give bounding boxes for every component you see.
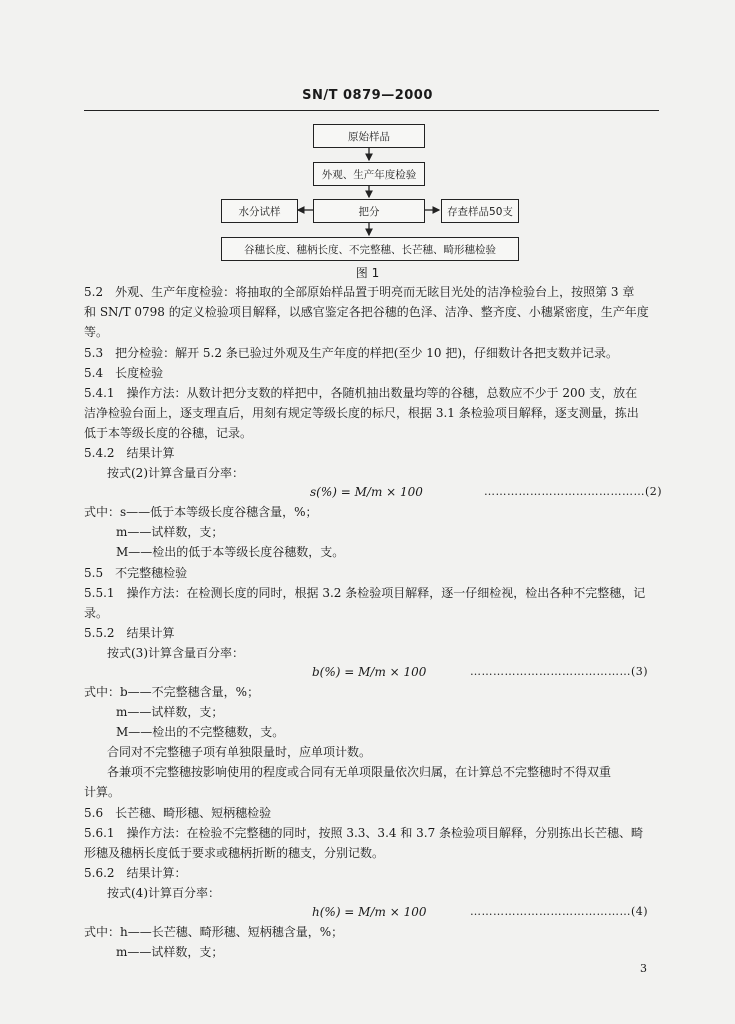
text-line: 5.3 把分检验：解开 5.2 条已验过外观及生产年度的样把(至少 10 把)，仔细数计各把支数并记录。 xyxy=(84,346,619,360)
text-line: 和 SN/T 0798 的定义检验项目解释，以感官鉴定各把谷穗的色泽、洁净、整齐度、小穗紧密度，生产年度 xyxy=(84,305,649,319)
text-line: 5.5.1 操作方法：在检测长度的同时，根据 3.2 条检验项目解释，逐一仔细检视，检出各种不完整穗，记 xyxy=(84,586,646,600)
box-stored-sample: 存查样品50支 xyxy=(441,199,519,223)
text-line: 式中：h——长芒穗、畸形穗、短柄穗含量，%； xyxy=(84,925,344,939)
text-line: 5.2 外观、生产年度检验：将抽取的全部原始样品置于明亮而无眩目光处的洁净检验台上，按照第 3 章 xyxy=(84,285,635,299)
section-heading: 5.6.2 结果计算： xyxy=(84,866,187,880)
section-heading: 5.6 长芒穗、畸形穗、短柄穗检验 xyxy=(84,806,272,820)
text-line: m——试样数，支； xyxy=(116,525,224,539)
formula-4: h(%) = M/m × 100 xyxy=(312,905,427,919)
text-line: 洁净检验台面上，逐支理直后，用刻有规定等级长度的标尺，根据 3.1 条检验项目解释，逐支测量，拣出 xyxy=(84,406,639,420)
box-final-check: 谷穗长度、穗柄长度、不完整穗、长芒穗、畸形穗检验 xyxy=(221,237,519,261)
text-line: 录。 xyxy=(84,606,109,620)
text-line: 式中：b——不完整穗含量，%； xyxy=(84,685,260,699)
text-line: M——检出的低于本等级长度谷穗数，支。 xyxy=(116,545,345,559)
formula-2: s(%) = M/m × 100 xyxy=(310,485,423,499)
text-line: 形穗及穗柄长度低于要求或穗柄折断的穗支，分别记数。 xyxy=(84,846,385,860)
box-moisture-sample: 水分试样 xyxy=(221,199,298,223)
section-heading: 5.4 长度检验 xyxy=(84,366,164,380)
text-line: 按式(3)计算含量百分率： xyxy=(107,646,244,660)
text-line: 等。 xyxy=(84,325,109,339)
formula-3: b(%) = M/m × 100 xyxy=(312,665,427,679)
text-line: 5.6.1 操作方法：在检验不完整穗的同时，按照 3.3、3.4 和 3.7 条检验项目解释，分别拣出长芒穗、畸 xyxy=(84,826,644,840)
text-line: m——试样数，支； xyxy=(116,705,224,719)
text-line: 5.4.1 操作方法：从数计把分支数的样把中，各随机抽出数量均等的谷穗，总数应不少于 200 支，放在 xyxy=(84,386,638,400)
text-line: 按式(4)计算百分率： xyxy=(107,886,220,900)
text-line: M——检出的不完整穗数，支。 xyxy=(116,725,285,739)
text-line: 各兼项不完整穗按影响使用的程度或合同有无单项限量依次归属，在计算总不完整穗时不得双重 xyxy=(107,765,612,779)
section-heading: 5.5.2 结果计算 xyxy=(84,626,175,640)
figure-caption: 图 1 xyxy=(355,266,380,280)
formula-4-number: ……………………………………(4) xyxy=(470,905,649,918)
box-bundle-split: 把分 xyxy=(313,199,425,223)
formula-3-number: ……………………………………(3) xyxy=(470,665,649,678)
text-line: 低于本等级长度的谷穗，记录。 xyxy=(84,426,253,440)
page-number: 3 xyxy=(640,962,647,975)
text-line: 合同对不完整穗子项有单独限量时，应单项计数。 xyxy=(107,745,372,759)
standard-number-header: SN/T 0879—2000 xyxy=(302,88,433,103)
text-line: m——试样数，支； xyxy=(116,945,224,959)
box-original-sample: 原始样品 xyxy=(313,124,425,148)
text-line: 式中：s——低于本等级长度谷穗含量，%； xyxy=(84,505,318,519)
header-rule xyxy=(84,110,659,111)
box-appearance-check: 外观、生产年度检验 xyxy=(313,162,425,186)
text-line: 按式(2)计算含量百分率： xyxy=(107,466,244,480)
formula-2-number: ……………………………………(2) xyxy=(484,485,663,498)
text-line: 计算。 xyxy=(84,785,121,799)
section-heading: 5.4.2 结果计算 xyxy=(84,446,175,460)
section-heading: 5.5 不完整穗检验 xyxy=(84,566,188,580)
